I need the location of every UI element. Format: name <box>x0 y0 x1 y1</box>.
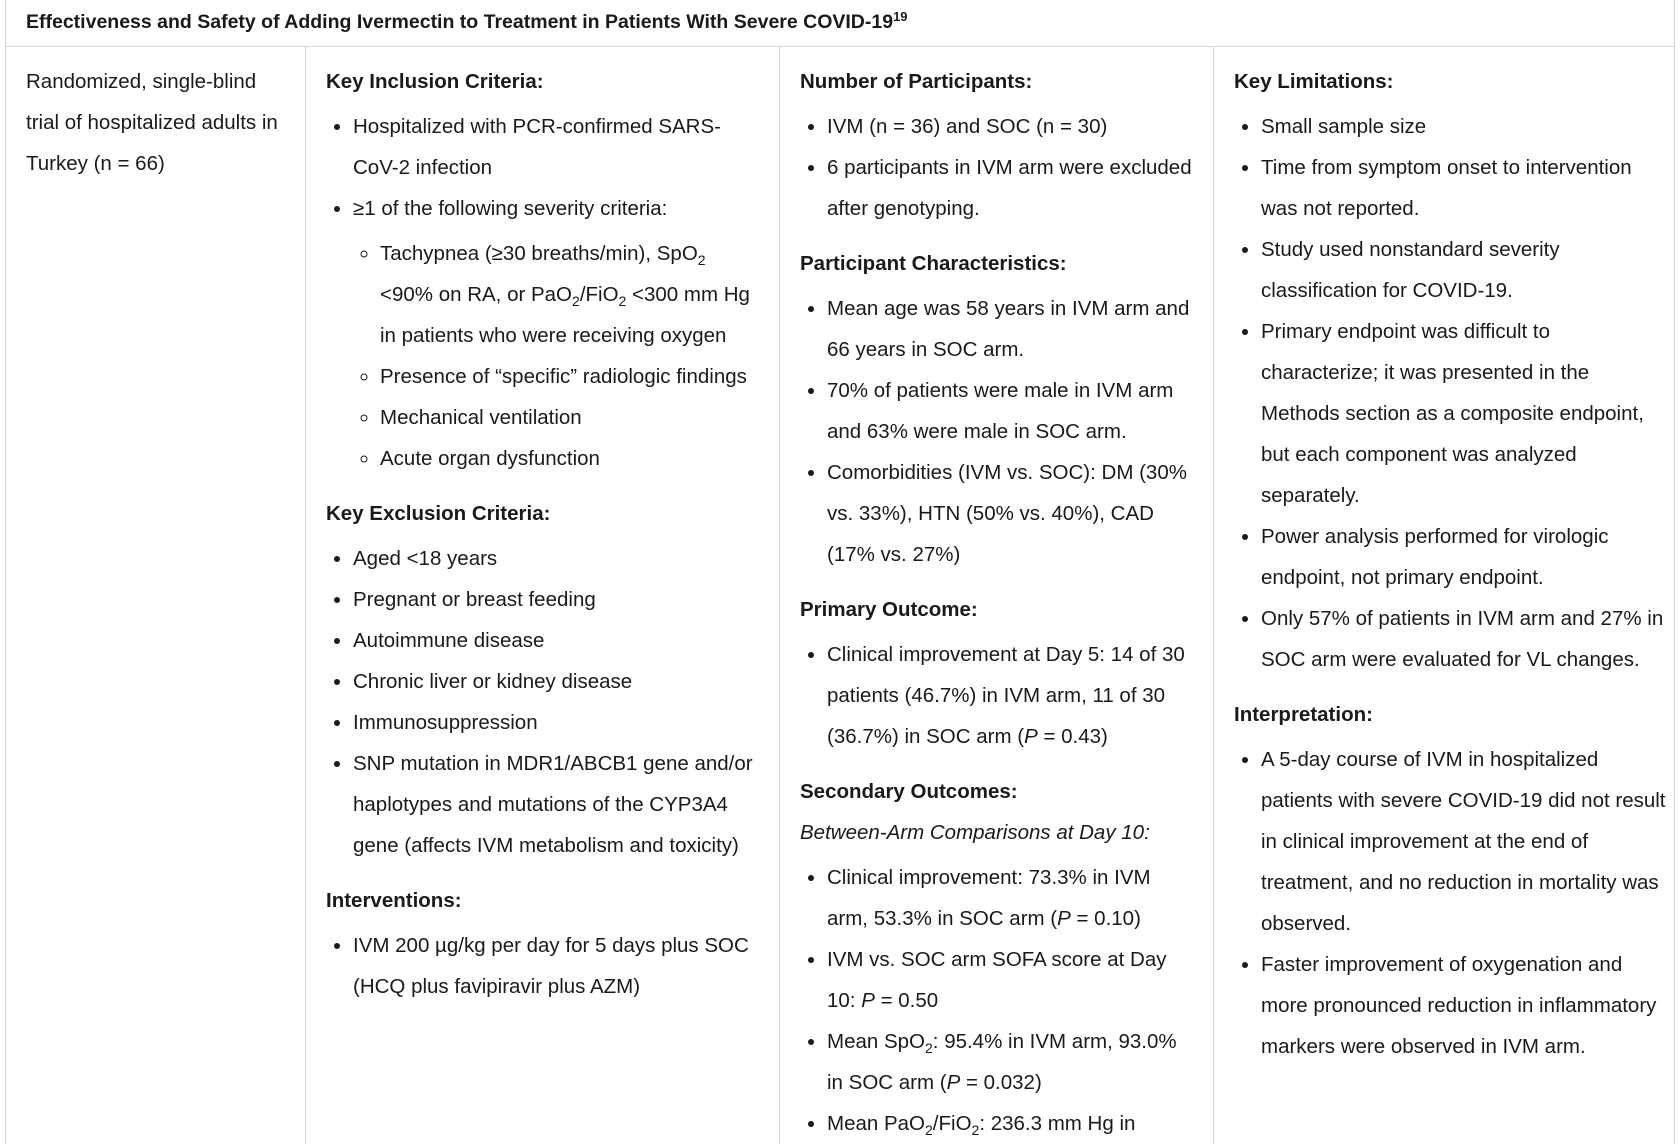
list-item: • Primary endpoint was difficult to characterize; it was presented in the Methods section as a composite endpoint, but each component was analyzed separately. <box>1261 311 1666 516</box>
list-item: • Only 57% of patients in IVM arm and 27% in SOC arm were evaluated for VL changes. <box>1261 598 1666 680</box>
criteria-cell <box>306 47 780 1144</box>
inclusion-heading: Key Inclusion Criteria: <box>326 70 544 93</box>
severity-criteria-list <box>353 233 759 479</box>
list-item: • Clinical improvement at Day 5: 14 of 30 patients (46.7%) in IVM arm, 11 of 30 (36.7%) in SOC arm (P = 0.43) <box>827 634 1193 757</box>
list-item: • Pregnant or breast feeding <box>353 579 759 620</box>
list-item: • IVM (n = 36) and SOC (n = 30) <box>827 106 1193 147</box>
list-item: • Mean age was 58 years in IVM arm and 66 years in SOC arm. <box>827 288 1193 370</box>
list-item: • Immunosuppression <box>353 702 759 743</box>
secondary-outcomes-list <box>800 857 1193 1144</box>
list-item: ◦ Presence of “specific” radiologic findings <box>380 356 759 397</box>
list-item: • Comorbidities (IVM vs. SOC): DM (30% vs. 33%), HTN (50% vs. 40%), CAD (17% vs. 27%) <box>827 452 1193 575</box>
list-item: • 6 participants in IVM arm were excluded after genotyping. <box>827 147 1193 229</box>
list-item: • Power analysis performed for virologic endpoint, not primary endpoint. <box>1261 516 1666 598</box>
interpretation-heading: Interpretation: <box>1234 703 1373 726</box>
secondary-outcomes-subheading: Between-Arm Comparisons at Day 10: <box>800 821 1150 844</box>
participants-heading: Number of Participants: <box>800 70 1033 93</box>
list-item: • 70% of patients were male in IVM arm and 63% were male in SOC arm. <box>827 370 1193 452</box>
primary-outcome-heading: Primary Outcome: <box>800 598 978 621</box>
list-item: • Mean SpO$_2$: 95.4% in IVM arm, 93.0% in SOC arm (P = 0.032) <box>827 1021 1193 1103</box>
list-item: • IVM 200 µg/kg per day for 5 days plus SOC (HCQ plus favipiravir plus AZM) <box>353 925 759 1007</box>
list-item: • Clinical improvement: 73.3% in IVM arm, 53.3% in SOC arm (P = 0.10) <box>827 857 1193 939</box>
participants-list <box>800 106 1193 229</box>
list-item: ◦ Acute organ dysfunction <box>380 438 759 479</box>
outcomes-cell <box>780 47 1214 1144</box>
characteristics-list <box>800 288 1193 575</box>
study-design-cell <box>6 47 306 1144</box>
interpretation-list <box>1234 739 1666 1067</box>
list-item: • Hospitalized with PCR-confirmed SARS-CoV-2 infection <box>353 106 759 188</box>
list-item: • Small sample size <box>1261 106 1666 147</box>
limitations-list <box>1234 106 1666 680</box>
list-item: • IVM vs. SOC arm SOFA score at Day 10: P = 0.50 <box>827 939 1193 1021</box>
list-item: ◦ Tachypnea (≥30 breaths/min), SpO$_2$ <90% on RA, or PaO$_2$/FiO$_2$ <300 mm Hg in patients who were receiving oxygen <box>380 233 759 356</box>
table-body-row <box>6 47 1674 1144</box>
list-item: • Aged <18 years <box>353 538 759 579</box>
limitations-heading: Key Limitations: <box>1234 70 1394 93</box>
table-title-row <box>6 0 1674 47</box>
characteristics-heading: Participant Characteristics: <box>800 252 1067 275</box>
interventions-heading: Interventions: <box>326 889 462 912</box>
list-item: • Faster improvement of oxygenation and more pronounced reduction in inflammatory markers were observed in IVM arm. <box>1261 944 1666 1067</box>
study-design-text: Randomized, single-blind trial of hospitalized adults in Turkey (n = 66) <box>26 70 278 175</box>
list-item: • ≥1 of the following severity criteria: ◦ Tachypnea (≥30 breaths/min), SpO$_2$ <90% on RA, or PaO$_2$/FiO$_2$ <300 mm Hg in patients who were receiving oxygen ◦ Presence of “specific” radiologic findings ◦ Mechanical ventilation ◦ Acute organ dysfunction <box>353 188 759 479</box>
study-summary-table <box>5 0 1675 1144</box>
title-reference: 19 <box>893 9 908 24</box>
list-item: • SNP mutation in MDR1/ABCB1 gene and/or haplotypes and mutations of the CYP3A4 gene (affects IVM metabolism and toxicity) <box>353 743 759 866</box>
list-item: • Study used nonstandard severity classification for COVID-19. <box>1261 229 1666 311</box>
exclusion-heading: Key Exclusion Criteria: <box>326 502 551 525</box>
limitations-cell <box>1214 47 1674 1144</box>
interventions-list <box>326 925 759 1007</box>
secondary-outcomes-heading: Secondary Outcomes: <box>800 780 1018 803</box>
list-item: • Time from symptom onset to intervention was not reported. <box>1261 147 1666 229</box>
list-item: • Autoimmune disease <box>353 620 759 661</box>
list-item: • A 5-day course of IVM in hospitalized patients with severe COVID-19 did not result in clinical improvement at the end of treatment, and no reduction in mortality was observed. <box>1261 739 1666 944</box>
table-title: Effectiveness and Safety of Adding Ivermectin to Treatment in Patients With Severe COVID-19 <box>26 11 894 33</box>
inclusion-list <box>326 106 759 479</box>
primary-outcome-list <box>800 634 1193 757</box>
exclusion-list <box>326 538 759 866</box>
list-item: • Chronic liver or kidney disease <box>353 661 759 702</box>
list-item: • Mean PaO$_2$/FiO$_2$: 236.3 mm Hg in <box>827 1103 1193 1144</box>
list-item: ◦ Mechanical ventilation <box>380 397 759 438</box>
